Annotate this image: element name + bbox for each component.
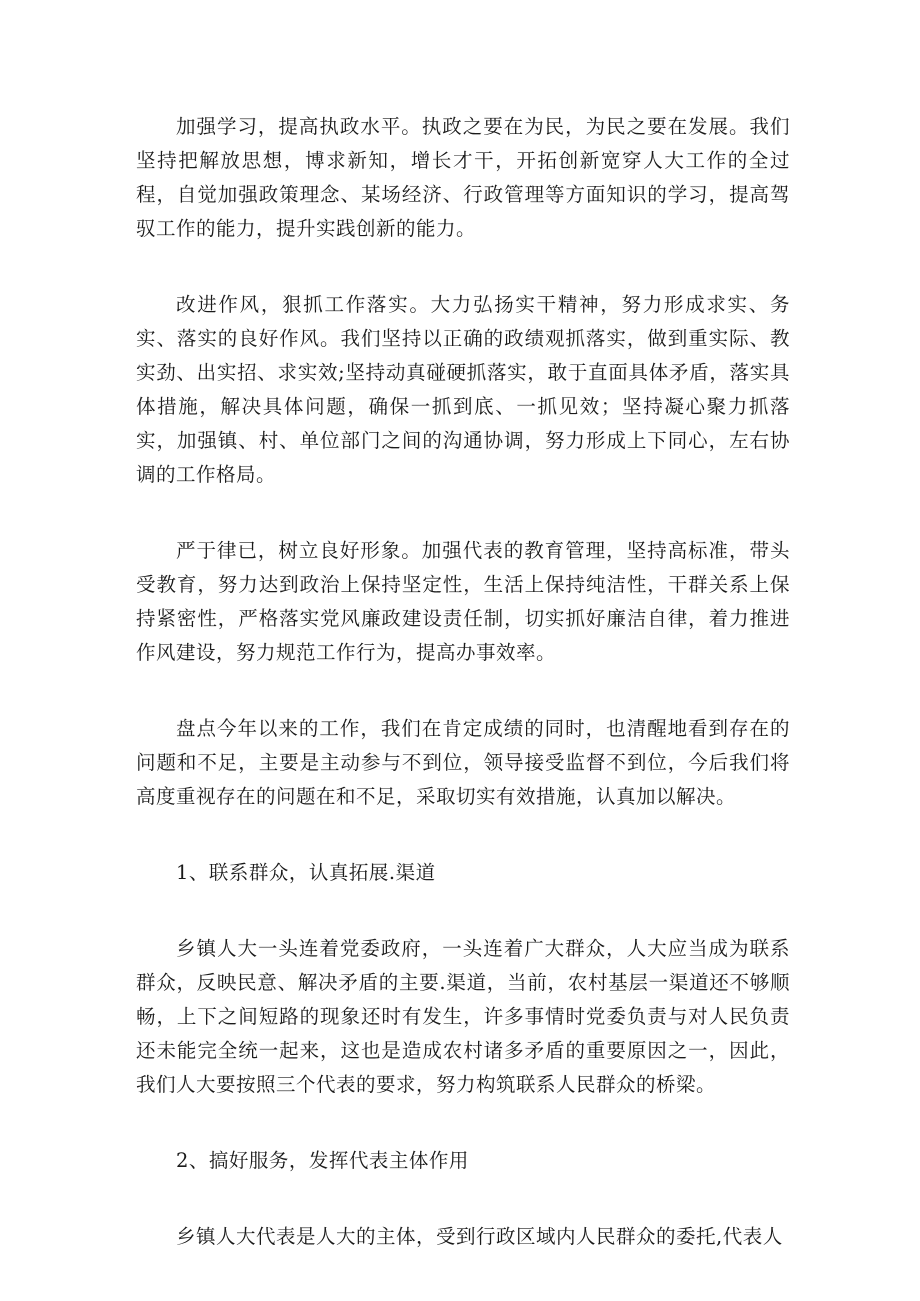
paragraph-contact-masses: 乡镇人大一头连着党委政府，一头连着广大群众，人大应当成为联系群众，反映民意、解决矛盾的主要.渠道，当前，农村基层一渠道还不够顺畅，上下之间短路的现象还时有发生，许多事情时党委负责与对人民负责还未能完全统一起来，这也是造成农村诸多矛盾的重要原因之一，因此，我们人大要按照三个代表的要求，努力构筑联系人民群众的桥梁。 bbox=[136, 937, 790, 1096]
paragraph-study: 加强学习，提高执政水平。执政之要在为民，为民之要在发展。我们坚持把解放思想，博求新知，增长才干，开拓创新宽穿人大工作的全过程，自觉加强政策理念、某场经济、行政管理等方面知识的学习，提高驾驭工作的能力，提升实践创新的能力。 bbox=[136, 115, 790, 240]
section-heading-2: 2、搞好服务，发挥代表主体作用 bbox=[176, 1149, 469, 1172]
document-body bbox=[136, 110, 790, 1296]
paragraph-self-discipline: 严于律已，树立良好形象。加强代表的教育管理，坚持高标准，带头受教育，努力达到政治上保持坚定性，生活上保持纯洁性，干群关系上保持紧密性，严格落实党风廉政建设责任制，切实抓好廉洁自律，着力推进作风建设，努力规范工作行为，提高办事效率。 bbox=[136, 539, 790, 664]
paragraph-deputies: 乡镇人大代表是人大的主体，受到行政区域内人民群众的委托,代表人 bbox=[176, 1225, 783, 1248]
paragraph-work-style: 改进作风，狠抓工作落实。大力弘扬实干精神，努力形成求实、务实、落实的良好作风。我们坚持以正确的政绩观抓落实，做到重实际、教实劲、出实招、求实效;坚持动真碰硬抓落实，敢于直面具体矛盾，落实具体措施，解决具体问题，确保一抓到底、一抓见效；坚持凝心聚力抓落实，加强镇、村、单位部门之间的沟通协调，努力形成上下同心，左右协调的工作格局。 bbox=[136, 293, 790, 486]
section-heading-1: 1、联系群众，认真拓展.渠道 bbox=[176, 861, 436, 884]
paragraph-review: 盘点今年以来的工作，我们在肯定成绩的同时，也清醒地看到存在的问题和不足，主要是主动参与不到位，领导接受监督不到位，今后我们将高度重视存在的问题在和不足，采取切实有效措施，认真加以解决。 bbox=[136, 717, 790, 808]
